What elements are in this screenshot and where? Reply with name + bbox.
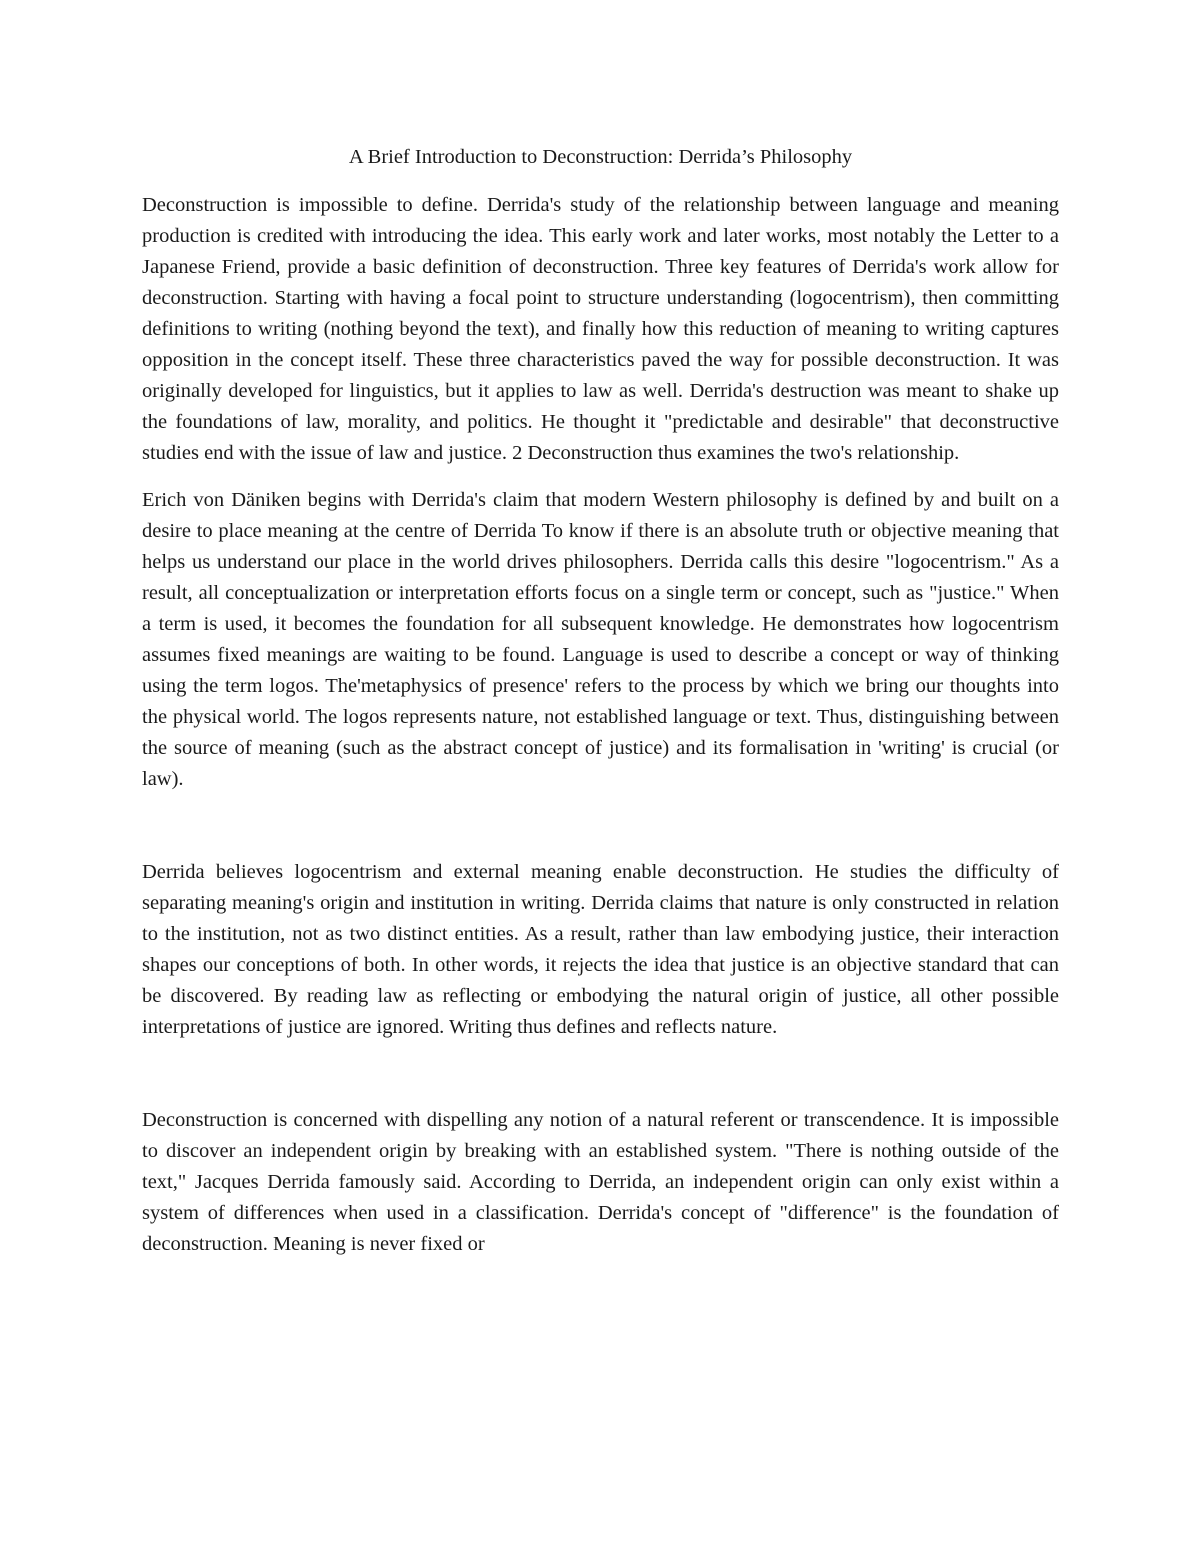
paragraph-2: Erich von Däniken begins with Derrida's claim that modern Western philosophy is defined by and built on a desire to place meaning at the centre of Derrida To know if there is an absolute truth or objective meaning that helps us understand our place in the world drives philosophers. Derrida calls this desire "logocentrism." As a result, all conceptualization or interpretation efforts focus on a single term or concept, such as "justice." When a term is used, it becomes the foundation for all subsequent knowledge. He demonstrates how logocentrism assumes fixed meanings are waiting to be found. Language is used to describe a concept or way of thinking using the term logos. The'metaphysics of presence' refers to the process by which we bring our thoughts into the physical world. The logos represents nature, not established language or text. Thus, distinguishing between the source of meaning (such as the abstract concept of justice) and its formalisation in 'writing' is crucial (or law). <box>142 489 1059 790</box>
document-body <box>142 142 1059 1260</box>
paragraph-3: Derrida believes logocentrism and external meaning enable deconstruction. He studies the difficulty of separating meaning's origin and institution in writing. Derrida claims that nature is only constructed in relation to the institution, not as two distinct entities. As a result, rather than law embodying justice, their interaction shapes our conceptions of both. In other words, it rejects the idea that justice is an objective standard that can be discovered. By reading law as reflecting or embodying the natural origin of justice, all other possible interpretations of justice are ignored. Writing thus defines and reflects nature. <box>142 861 1059 1038</box>
paragraph-1: Deconstruction is impossible to define. Derrida's study of the relationship between language and meaning production is credited with introducing the idea. This early work and later works, most notably the Letter to a Japanese Friend, provide a basic definition of deconstruction. Three key features of Derrida's work allow for deconstruction. Starting with having a focal point to structure understanding (logocentrism), then committing definitions to writing (nothing beyond the text), and finally how this reduction of meaning to writing captures opposition in the concept itself. These three characteristics paved the way for possible deconstruction. It was originally developed for linguistics, but it applies to law as well. Derrida's destruction was meant to shake up the foundations of law, morality, and politics. He thought it "predictable and desirable" that deconstructive studies end with the issue of law and justice. 2 Deconstruction thus examines the two's relationship. <box>142 194 1059 464</box>
paragraph-spacer <box>142 795 1059 857</box>
paragraph-spacer <box>142 469 1059 485</box>
document-title: A Brief Introduction to Deconstruction: Derrida’s Philosophy <box>348 146 853 168</box>
paragraph-spacer <box>142 1043 1059 1105</box>
paragraph-4: Deconstruction is concerned with dispelling any notion of a natural referent or transcendence. It is impossible to discover an independent origin by breaking with an established system. "There is nothing outside of the text," Jacques Derrida famously said. According to Derrida, an independent origin can only exist within a system of differences when used in a classification. Derrida's concept of "difference" is the foundation of deconstruction. Meaning is never fixed or <box>142 1109 1059 1255</box>
